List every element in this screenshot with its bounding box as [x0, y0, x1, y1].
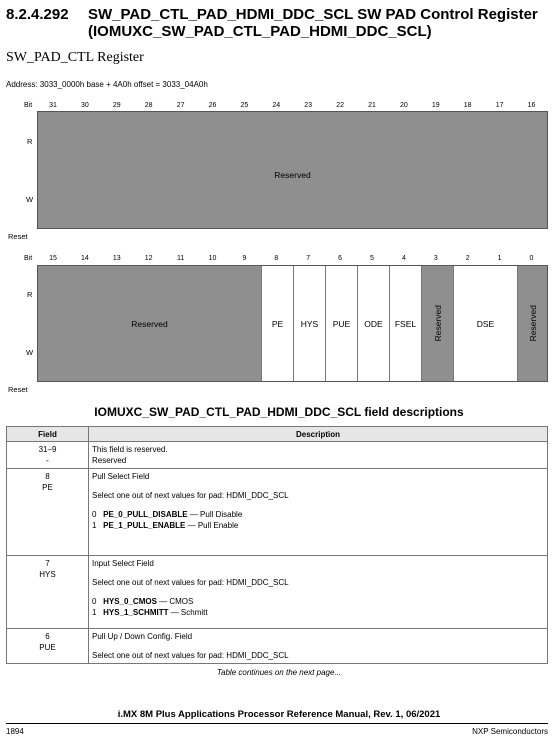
bit3-reserved-field: Reserved — [422, 266, 454, 381]
table-caption: IOMUXC_SW_PAD_CTL_PAD_HDMI_DDC_SCL field descriptions — [94, 405, 464, 419]
bit-label-lower: Bit — [24, 255, 33, 262]
bit-number: 0 — [529, 255, 534, 262]
footer-divider — [6, 723, 548, 724]
reset-label-upper: Reset — [8, 232, 28, 241]
bit-number: 5 — [370, 255, 374, 262]
page-number: 1894 — [6, 727, 24, 736]
bit-number: 15 — [49, 255, 57, 262]
bit-number: 10 — [208, 255, 217, 262]
bit-number: 21 — [368, 102, 376, 109]
read-label-upper: R — [27, 137, 33, 146]
write-label-upper: W — [26, 195, 34, 204]
bit-number: 4 — [401, 255, 406, 262]
section-title: SW_PAD_CTL_PAD_HDMI_DDC_SCL SW PAD Control Register (IOMUXC_SW_PAD_CTL_PAD_HDMI_DDC_SCL) — [88, 6, 538, 40]
fsel-field: FSEL — [390, 266, 422, 381]
bit-number: 28 — [144, 102, 153, 109]
register-subheading: SW_PAD_CTL Register — [6, 50, 144, 65]
bit-number: 25 — [240, 102, 249, 109]
bit-number: 22 — [336, 102, 344, 109]
pe-field: PE — [262, 266, 294, 381]
lower-reserved-field: Reserved — [38, 266, 262, 381]
bit-number: 2 — [465, 255, 470, 262]
bit-number: 26 — [208, 102, 217, 109]
bit-label-upper: Bit — [24, 102, 33, 109]
bit-number: 11 — [176, 255, 185, 262]
read-label-lower: R — [27, 290, 33, 299]
bit-number: 1 — [497, 255, 502, 262]
continued-note: Table continues on the next page... — [216, 668, 342, 677]
bit-number: 31 — [49, 102, 57, 109]
bit-number: 24 — [272, 102, 281, 109]
write-label-lower: W — [26, 348, 34, 357]
footer-manual-title: i.MX 8M Plus Applications Processor Reference Manual, Rev. 1, 06/2021 — [117, 709, 441, 720]
bit-number: 30 — [80, 102, 89, 109]
table-row: 8 PE Pull Select Field Select one out of next values for pad: HDMI_DDC_SCL 0 PE_0_PULL_DISABLE — Pull Disable 1 PE_1_PULL_ENABLE — Pull Enable — [7, 469, 548, 556]
lower-register-grid — [37, 265, 548, 382]
bit-number: 6 — [338, 255, 343, 262]
hys-field: HYS — [294, 266, 326, 381]
bit-number: 19 — [431, 102, 440, 109]
bit-number: 29 — [112, 102, 121, 109]
bit-number: 18 — [463, 102, 472, 109]
pue-field: PUE — [326, 266, 358, 381]
bit-number: 8 — [274, 255, 279, 262]
ode-field: ODE — [358, 266, 390, 381]
bit-number: 9 — [242, 255, 247, 262]
table-row: 6 PUE Pull Up / Down Config. Field Select one out of next values for pad: HDMI_DDC_SCL — [7, 629, 548, 664]
company-name: NXP Semiconductors — [472, 727, 548, 736]
bit-number: 23 — [304, 102, 313, 109]
dse-field: DSE — [454, 266, 518, 381]
section-number: 8.2.4.292 — [6, 6, 69, 23]
bit-number: 17 — [495, 102, 504, 109]
register-address: Address: 3033_0000h base + 4A0h offset = 3033_04A0h — [6, 80, 208, 89]
reset-label-lower: Reset — [8, 385, 28, 394]
bit-number: 7 — [306, 255, 311, 262]
description-column-header: Description — [89, 427, 548, 442]
table-row: 31–9 - This field is reserved. Reserved — [7, 442, 548, 469]
bit-number: 12 — [144, 255, 153, 262]
bit-number: 13 — [112, 255, 121, 262]
upper-register-grid — [37, 111, 548, 229]
bit-number: 16 — [527, 102, 536, 109]
bit-number: 20 — [399, 102, 408, 109]
table-row: 7 HYS Input Select Field Select one out of next values for pad: HDMI_DDC_SCL 0 HYS_0_CMOS — CMOS 1 HYS_1_SCHMITT — Schmitt — [7, 556, 548, 629]
bit0-reserved-field: Reserved — [518, 266, 547, 381]
field-descriptions-table — [6, 426, 548, 664]
bit-number: 3 — [433, 255, 438, 262]
bit-number: 14 — [80, 255, 89, 262]
bit-number: 27 — [176, 102, 185, 109]
upper-reserved-field: Reserved — [274, 170, 311, 180]
field-column-header: Field — [7, 427, 89, 442]
